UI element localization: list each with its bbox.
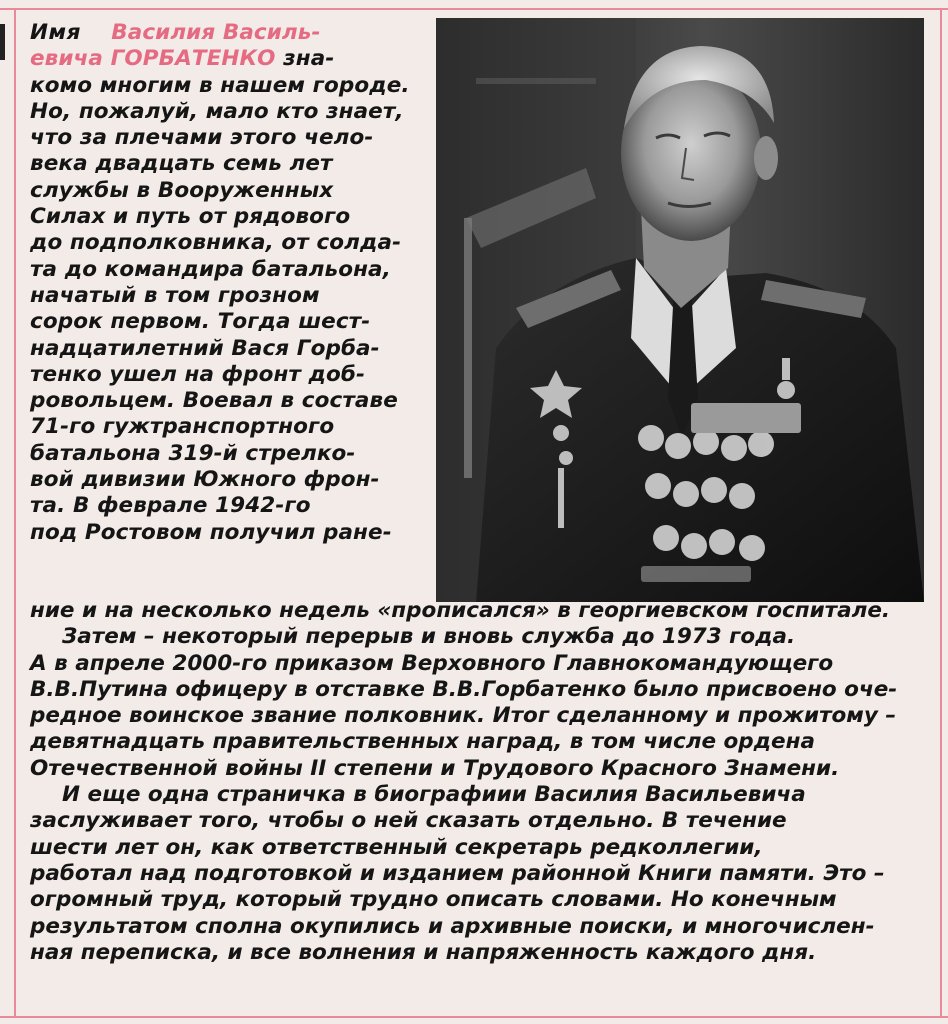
portrait-photo — [436, 18, 924, 602]
article-continuation — [30, 598, 930, 966]
article-line: сорок первом. Тогда шест- — [30, 309, 371, 335]
article-line: тенко ушел на фронт доб- — [30, 361, 366, 387]
article-line: под Ростовом получил ране- — [30, 519, 392, 545]
article-line-2 — [30, 46, 428, 72]
article-line: ная переписка, и все волнения и напряженность каждого дня. — [30, 939, 817, 965]
frame-line-top — [0, 8, 948, 10]
article-line: ровольцем. Воевал в составе — [30, 388, 398, 414]
name-tail: зна- — [283, 46, 335, 72]
portrait-illustration — [436, 18, 924, 602]
article-line: работал над подготовкой и изданием районной Книги памяти. Это – — [30, 860, 885, 886]
article-paragraph-start: И еще одна страничка в биографиии Василия Васильевича — [62, 782, 806, 808]
article-line: та до командира батальона, — [30, 256, 391, 282]
article-line-3: комо многим в нашем городе. — [30, 72, 410, 98]
article-line: ние и на несколько недель «прописался» в георгиевском госпитале. — [30, 598, 891, 623]
article-line: надцатилетний Вася Горба- — [30, 335, 380, 361]
article-line-1 — [30, 20, 428, 46]
opening-word: Имя — [30, 20, 81, 45]
article-line: та. В феврале 1942-го — [30, 493, 311, 519]
article-line: что за плечами этого чело- — [30, 125, 374, 151]
article-line: Но, пожалуй, мало кто знает, — [30, 98, 404, 124]
article-line: девятнадцать правительственных наград, в том числе ордена — [30, 729, 815, 755]
article-line: огромный труд, который трудно описать словами. Но конечным — [30, 887, 837, 913]
article-line: Силах и путь от рядового — [30, 204, 351, 230]
article-line: до подполковника, от солда- — [30, 230, 402, 256]
article-line: заслуживает того, чтобы о ней сказать отдельно. В течение — [30, 808, 787, 834]
article-line: результатом сполна окупились и архивные поиски, и многочислен- — [30, 913, 875, 939]
person-name-part2: евича ГОРБАТЕНКО — [30, 46, 276, 72]
edge-mark — [0, 24, 5, 60]
article-line: вой дивизии Южного фрон- — [30, 467, 380, 493]
article-line: Отечественной войны II степени и Трудового Красного Знамени. — [30, 755, 840, 781]
person-name-part1: Василия Василь- — [111, 20, 321, 45]
frame-line-bottom — [0, 1016, 948, 1018]
article-line: 71-го гужтранспортного — [30, 414, 335, 440]
article-line: В.В.Путина офицеру в отставке В.В.Горбатенко было присвоено оче- — [30, 676, 898, 702]
article-column — [30, 20, 428, 546]
article-line: века двадцать семь лет — [30, 151, 333, 177]
article-line: службы в Вооруженных — [30, 177, 334, 203]
frame-line-right — [940, 8, 942, 1018]
frame-line-left — [14, 8, 16, 1018]
article-line: А в апреле 2000-го приказом Верховного Главнокомандующего — [30, 650, 834, 676]
article-line: шести лет он, как ответственный секретарь редколлегии, — [30, 834, 763, 860]
article-paragraph-start: Затем – некоторый перерыв и вновь служба до 1973 года. — [62, 624, 796, 650]
article-line: редное воинское звание полковник. Итог сделанному и прожитому – — [30, 703, 897, 729]
article-line: батальона 319-й стрелко- — [30, 440, 356, 466]
article-line: начатый в том грозном — [30, 282, 320, 308]
